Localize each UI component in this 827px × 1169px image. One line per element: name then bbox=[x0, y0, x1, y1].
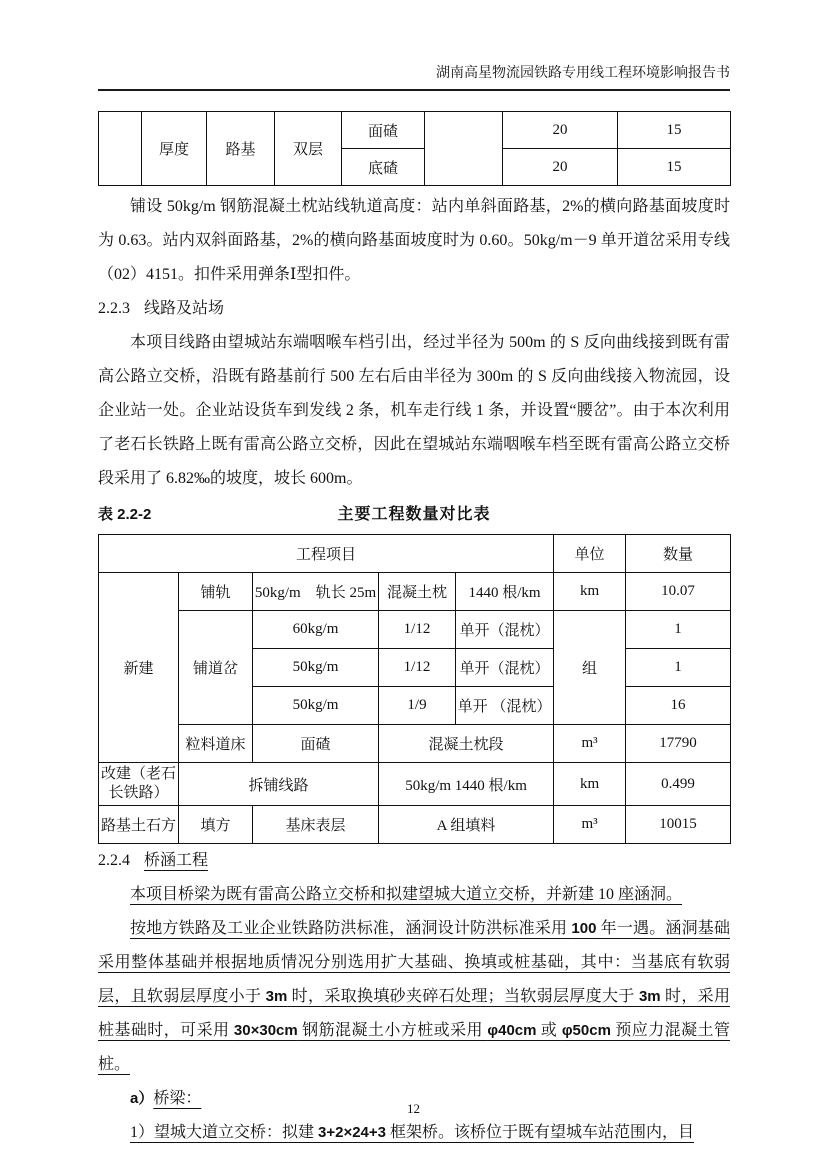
text-run: φ50cm bbox=[561, 1022, 611, 1039]
table-row bbox=[99, 535, 731, 573]
table-cell: 1440 根/km bbox=[456, 573, 554, 611]
table-row bbox=[99, 763, 731, 806]
table-cell: 铺轨 bbox=[179, 573, 253, 611]
table-caption-label: 表 2.2-2 bbox=[98, 506, 152, 523]
text-run: 30×30cm bbox=[233, 1022, 298, 1039]
table-cell: 1 bbox=[626, 611, 731, 649]
table-cell: 10.07 bbox=[626, 573, 731, 611]
text-run: 3m bbox=[638, 988, 661, 1005]
section-heading-223 bbox=[98, 292, 730, 326]
list-marker: a） bbox=[130, 1090, 154, 1107]
table-body bbox=[99, 112, 731, 186]
table-cell: 单开（混枕） bbox=[456, 611, 554, 649]
table-cell: 50kg/m bbox=[253, 687, 379, 725]
table-cell: 拆铺线路 bbox=[179, 763, 379, 806]
paragraph-bridges-overview: 本项目桥梁为既有雷高公路立交桥和拟建望城大道立交桥，并新建 10 座涵洞。 bbox=[130, 886, 683, 903]
paragraph-wangcheng-bridge bbox=[98, 1116, 730, 1150]
table-cell: 17790 bbox=[626, 725, 731, 763]
table-cell: 50kg/m bbox=[253, 649, 379, 687]
list-item-title: 桥梁： bbox=[153, 1090, 202, 1107]
page-number: 12 bbox=[407, 1101, 420, 1116]
table-row bbox=[99, 573, 731, 611]
table-row bbox=[99, 611, 731, 649]
paragraph-track-laying: 铺设 50kg/m 钢筋混凝土枕站线轨道高度：站内单斜面路基，2%的横向路基面坡度时为 0.63。站内双斜面路基，2%的横向路基面坡度时为 0.60。50kg/m－9 单开道岔采用专线（02）4151。扣件采用弹条Ⅰ型扣件。 bbox=[98, 198, 730, 283]
table-cell: 50kg/m 轨长 25m bbox=[253, 573, 379, 611]
section-title: 线路及站场 bbox=[144, 300, 225, 317]
text-run: 框架桥。该桥位于既有望城车站范围内，目 bbox=[386, 1124, 695, 1141]
table-cell: 新建 bbox=[99, 573, 179, 763]
text-run: 时，采取换填砂夹碎石处理；当软弱层厚度大于 bbox=[287, 988, 639, 1005]
section-heading-224 bbox=[98, 844, 730, 878]
table-cell: 填方 bbox=[179, 806, 253, 844]
section-number: 2.2.4 bbox=[98, 852, 130, 869]
paragraph-line-and-station: 本项目线路由望城站东端咽喉车档引出，经过半径为 500m 的 S 反向曲线接到既有雷高公路立交桥，沿既有路基前行 500 左右后由半径为 300m 的 S 反向曲线接入物流园，设企业站一处。企业站设货车到发线 2 条，机车走行线 1 条，并设置“腰岔”。由于本次利用了老石长铁路上既有雷高公路立交桥，因此在望城站东端咽喉车档至既有雷高公路立交桥段采用了 6.82‰的坡度，坡长 600m。 bbox=[98, 334, 730, 487]
table-cell: 组 bbox=[554, 611, 626, 725]
table-cell: 工程项目 bbox=[99, 535, 554, 573]
table-cell: 单开（混枕） bbox=[456, 649, 554, 687]
table-cell: 面碴 bbox=[253, 725, 379, 763]
table-cell: 16 bbox=[626, 687, 731, 725]
table-cell: 单位 bbox=[554, 535, 626, 573]
table-cell: 1 bbox=[626, 649, 731, 687]
table-cell: 厚度 bbox=[142, 112, 207, 186]
table-cell: 0.499 bbox=[626, 763, 731, 806]
table-row bbox=[99, 806, 731, 844]
text-run: 钢筋混凝土小方桩或采用 bbox=[297, 1022, 488, 1039]
table-cell: 15 bbox=[618, 112, 731, 149]
table-cell: 路基 bbox=[207, 112, 275, 186]
table-cell: 10015 bbox=[626, 806, 731, 844]
table-body bbox=[99, 535, 731, 844]
table-cell: 面碴 bbox=[342, 112, 425, 149]
table-cell bbox=[425, 112, 503, 186]
text-run: φ40cm bbox=[487, 1022, 537, 1039]
header-title: 湖南高星物流园铁路专用线工程环境影响报告书 bbox=[436, 66, 730, 81]
table-cell: 60kg/m bbox=[253, 611, 379, 649]
table-cell: km bbox=[554, 573, 626, 611]
table-row bbox=[99, 112, 731, 149]
text-run: 100 bbox=[571, 920, 597, 937]
text-run: 按地方铁路及工业企业铁路防洪标准，涵洞设计防洪标准采用 bbox=[130, 920, 572, 937]
table-cell: 1/9 bbox=[379, 687, 456, 725]
table-cell: 1/12 bbox=[379, 649, 456, 687]
table-caption bbox=[98, 498, 730, 532]
table-cell: A 组填料 bbox=[379, 806, 554, 844]
table-cell: 粒料道床 bbox=[179, 725, 253, 763]
table-cell: 1/12 bbox=[379, 611, 456, 649]
table-cell: 基床表层 bbox=[253, 806, 379, 844]
table-cell: 15 bbox=[618, 149, 731, 186]
main-quantities-table bbox=[98, 534, 731, 844]
table-cell bbox=[99, 112, 142, 186]
table-cell: 50kg/m 1440 根/km bbox=[379, 763, 554, 806]
table-cell: 20 bbox=[503, 149, 618, 186]
table-cell: km bbox=[554, 763, 626, 806]
header-rule bbox=[98, 89, 730, 91]
text-run: 年一遇。涵洞基础采用整体基础并根据地质情况分别选用扩大基础、换填或桩基础，其中：当基底有软弱层，且软弱层厚度小于 bbox=[98, 920, 730, 1005]
table-cell: 混凝土枕 bbox=[379, 573, 456, 611]
table-cell: 双层 bbox=[275, 112, 342, 186]
paragraph-culvert-foundation bbox=[98, 912, 730, 1082]
ballast-thickness-table bbox=[98, 111, 731, 186]
text-run: 3m bbox=[265, 988, 288, 1005]
table-cell: 20 bbox=[503, 112, 618, 149]
text-run: 预应力混凝土管桩。 bbox=[98, 1022, 730, 1073]
table-cell: 铺道岔 bbox=[179, 611, 253, 725]
table-cell: 混凝土枕段 bbox=[379, 725, 554, 763]
table-row bbox=[99, 725, 731, 763]
table-cell: 底碴 bbox=[342, 149, 425, 186]
table-cell: 单开 （混枕） bbox=[456, 687, 554, 725]
table-cell: m³ bbox=[554, 806, 626, 844]
table-cell: 改建（老石长铁路） bbox=[99, 763, 179, 806]
text-run: 或 bbox=[536, 1022, 562, 1039]
table-caption-title: 主要工程数量对比表 bbox=[337, 506, 491, 523]
text-run: 时，采用桩基础时，可采用 bbox=[98, 988, 730, 1039]
section-title: 桥涵工程 bbox=[144, 852, 209, 869]
table-cell: 数量 bbox=[626, 535, 731, 573]
table-cell: 路基土石方 bbox=[99, 806, 179, 844]
text-run: 1）望城大道立交桥：拟建 bbox=[130, 1124, 319, 1141]
section-number: 2.2.3 bbox=[98, 300, 130, 317]
text-run: 3+2×24+3 bbox=[318, 1124, 387, 1141]
table-cell: m³ bbox=[554, 725, 626, 763]
